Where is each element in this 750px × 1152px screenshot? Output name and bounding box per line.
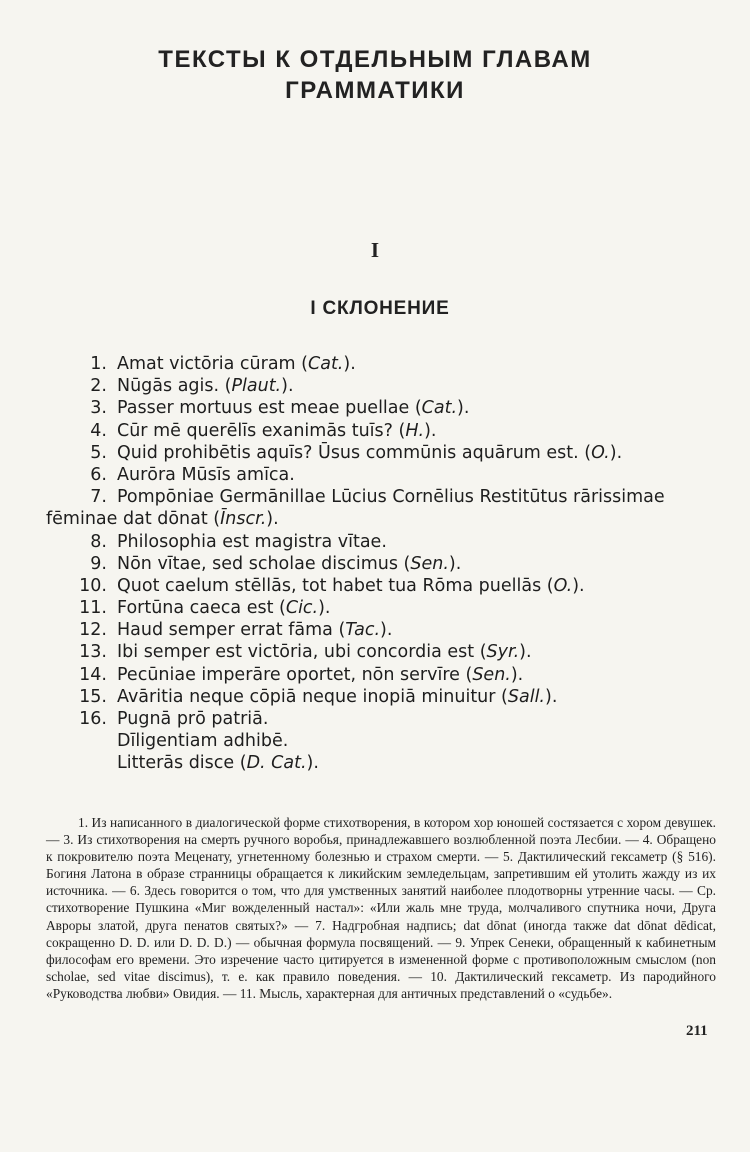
sentence-number: 13.	[79, 642, 107, 663]
sentence-body: Quot caelum stēllās, tot habet tua Rōma puellās	[117, 575, 542, 596]
sentence-body: Litterās disce	[117, 753, 235, 774]
chapter-number: I	[370, 238, 380, 262]
sentence-line	[0, 752, 750, 774]
section-title: I СКЛОНЕНИЕ	[310, 298, 450, 319]
sentence-line	[0, 353, 750, 375]
sentence-number: 5.	[90, 442, 107, 463]
source-abbreviation: Cat.	[308, 354, 344, 374]
sentence-body: Philosophia est magistra vītae.	[117, 531, 387, 552]
sentence-line	[0, 375, 750, 397]
sentence-number: 6.	[90, 464, 107, 485]
source-abbreviation: Sall.	[507, 686, 545, 707]
source-abbreviation: Plaut.	[231, 376, 282, 397]
sentence-text: Avāritia neque cōpiā neque inopiā minuitur (Sall.).	[117, 686, 558, 707]
source-abbreviation: D. Cat.	[246, 753, 307, 774]
sentence-number: 14.	[79, 664, 107, 685]
sentence-number: 1.	[90, 354, 107, 374]
sentence-body: Pugnā prō patriā.	[117, 709, 269, 729]
sentence-number: 10.	[79, 575, 107, 596]
sentence-text: Passer mortuus est meae puellae (Cat.).	[117, 398, 470, 419]
sentence-line	[0, 619, 750, 641]
sentence-text: Nōn vītae, sed scholae discimus (Sen.).	[117, 553, 462, 574]
sentence-line	[0, 442, 750, 464]
sentence-body: Avāritia neque cōpiā neque inopiā minuitur	[117, 686, 496, 707]
sentence-text: Litterās disce (D. Cat.).	[117, 753, 319, 774]
sentence-body: Fortūna caeca est	[117, 598, 274, 619]
sentence-number: 4.	[90, 420, 107, 441]
sentence-body: Haud semper errat fāma	[117, 620, 333, 641]
source-abbreviation: O.	[553, 575, 573, 596]
sentence-text: Quid prohibētis aquīs? Ūsus commūnis aquārum est. (O.).	[117, 442, 623, 463]
sentence-text: fēminae dat dōnat (Īnscr.).	[46, 509, 279, 530]
sentence-number: 7.	[90, 487, 107, 508]
sentence-body: Ibi semper est victōria, ubi concordia est	[117, 642, 475, 663]
title-line: ГРАММАТИКИ	[285, 77, 465, 104]
sentence-text	[117, 708, 268, 730]
source-abbreviation: O.	[591, 442, 610, 463]
sentence-text	[117, 730, 288, 752]
sentence-body: Pecūniae imperāre oportet, nōn servīre	[117, 664, 460, 685]
page-title	[0, 44, 750, 106]
source-abbreviation: Tac.	[345, 620, 381, 641]
sentence-text: Amat victōria cūram (Cat.).	[117, 354, 356, 374]
sentence-body: fēminae dat dōnat	[46, 509, 208, 530]
sentence-line	[0, 597, 750, 619]
sentence-body: Dīligentiam adhibē.	[117, 731, 289, 752]
sentence-line	[0, 686, 750, 708]
source-abbreviation: Cic.	[285, 598, 319, 619]
sentence-body: Amat victōria cūram	[117, 354, 296, 374]
sentence-text: Ibi semper est victōria, ubi concordia est (Syr.).	[117, 642, 532, 663]
sentence-number: 9.	[90, 553, 107, 574]
source-abbreviation: Syr.	[486, 642, 520, 663]
sentence-text: Quot caelum stēllās, tot habet tua Rōma puellās (O.).	[117, 575, 585, 596]
sentence-line	[0, 508, 750, 530]
sentence-line	[0, 420, 750, 442]
sentence-text: Cūr mē querēlīs exanimās tuīs? (H.).	[117, 420, 437, 441]
sentence-line	[0, 531, 750, 553]
sentence-number: 2.	[90, 376, 107, 397]
source-abbreviation: Sen.	[410, 553, 449, 574]
sentence-line	[0, 397, 750, 419]
sentence-text: Haud semper errat fāma (Tac.).	[117, 620, 393, 641]
sentence-number: 3.	[90, 398, 107, 419]
sentence-line	[0, 641, 750, 663]
sentence-body: Cūr mē querēlīs exanimās tuīs?	[117, 420, 393, 441]
sentence-text	[117, 531, 387, 553]
sentence-line	[0, 464, 750, 486]
sentence-line	[0, 664, 750, 686]
sentence-text: Nūgās agis. (Plaut.).	[117, 376, 294, 397]
source-abbreviation: H.	[405, 420, 425, 441]
sentence-text	[117, 464, 295, 486]
sentence-body: Nōn vītae, sed scholae discimus	[117, 553, 398, 574]
sentence-line	[0, 486, 750, 508]
sentence-body: Aurōra Mūsīs amīca.	[117, 464, 295, 485]
sentence-number: 15.	[79, 686, 107, 707]
source-abbreviation: Īnscr.	[220, 509, 267, 530]
sentence-line	[0, 553, 750, 575]
sentence-number: 16.	[79, 709, 107, 729]
sentence-number: 12.	[79, 620, 107, 641]
title-line: ТЕКСТЫ К ОТДЕЛЬНЫМ ГЛАВАМ	[158, 46, 592, 73]
sentence-line	[0, 575, 750, 597]
footnotes: 1. Из написанного в диалогической форме стихотворения, в котором хор юношей состязается с хором девушек. — 3. Из стихотворения на смерть ручного воробья, принадлежавшего возлюбленной поэта Лесбии. — 4. Обращено к покровителю поэта Меценату, угнетенному болезнью и страхом смерти. — 5. Дактилический гексаметр (§ 516). Богиня Латона в образе странницы обращается к ликийским земледельцам, запретившим ей утолить жажду из их источника. — 6. Здесь говорится о том, что для умственных занятий наиболее плодотворны утренние часы. — Ср. стихотворение Пушкина «Миг вожделенный настал»: «Или жаль мне труда, молчаливого спутника ночи, Друга Авроры златой, друга пенатов святых?» — 7. Надгробная надпись; dat dōnat (иногда также dat dōnat dēdicat, сокращенно D. D. или D. D. D.) — обычная формула посвящений. — 9. Упрек Сенеки, обращенный к кабинетным философам его времени. Это изречение часто цитируется в измененной форме с противоположным смыслом (non scholae, sed vitae discimus), т. е. как правило поведения. — 10. Дактилический гексаметр. Из пародийного «Руководства любви» Овидия. — 11. Мысль, характерная для античных представлений о «судьбе».	[46, 815, 716, 1001]
sentence-line	[0, 708, 750, 730]
sentence-text: Pecūniae imperāre oportet, nōn servīre (Sen.).	[117, 664, 524, 685]
sentence-number: 11.	[79, 598, 107, 619]
sentence-body: Pompōniae Germānillae Lūcius Cornēlius Restitūtus rārissimae	[117, 487, 665, 508]
source-abbreviation: Sen.	[472, 664, 511, 685]
sentence-text	[117, 486, 665, 508]
sentence-body: Passer mortuus est meae puellae	[117, 398, 410, 419]
sentence-text: Fortūna caeca est (Cic.).	[117, 598, 331, 619]
sentence-list	[0, 353, 750, 775]
page-number: 211	[686, 1023, 708, 1039]
sentence-body: Quid prohibētis aquīs? Ūsus commūnis aquārum est.	[117, 442, 579, 463]
sentence-line	[0, 730, 750, 752]
sentence-number: 8.	[90, 531, 107, 552]
sentence-body: Nūgās agis.	[117, 376, 220, 397]
source-abbreviation: Cat.	[421, 398, 458, 419]
